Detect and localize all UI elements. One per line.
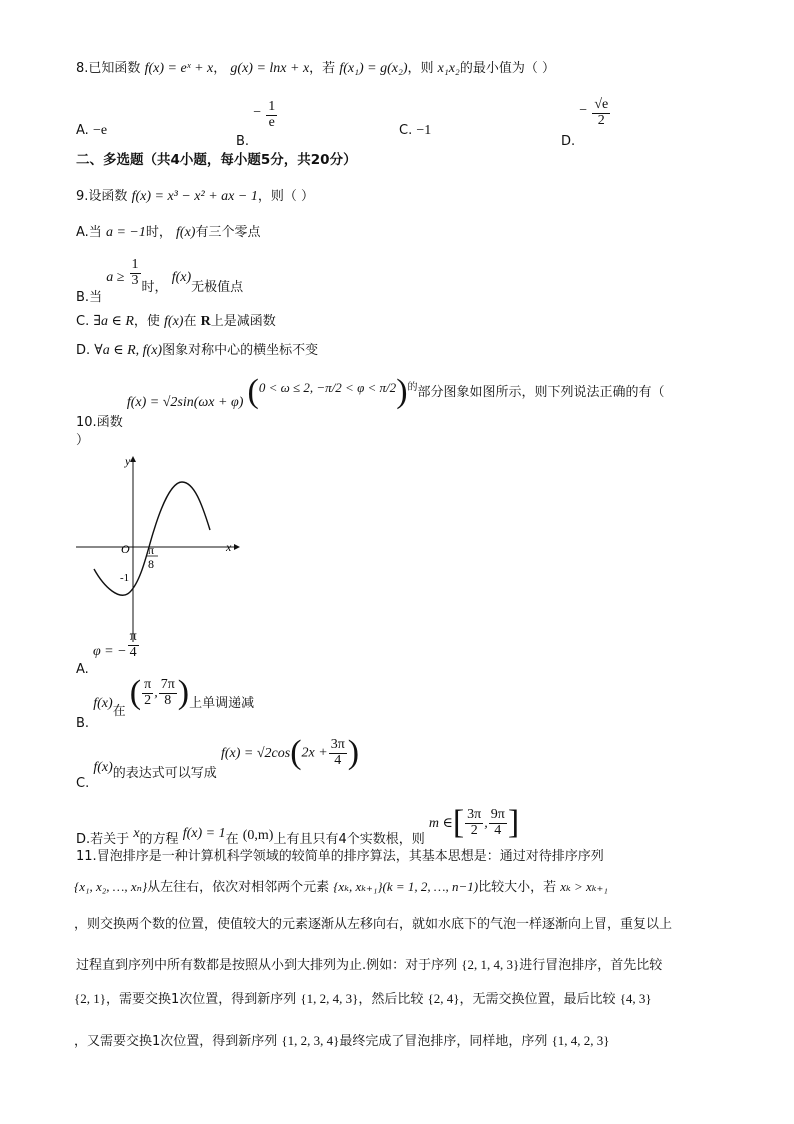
q8-option-c: C. −1	[399, 123, 432, 138]
q8-option-b: B. − $\frac{1}{e}$	[236, 99, 276, 149]
q10-option-d: D.若关于 x的方程 f(x) = 1在 (0,m)上有且只有4个实数根，则 m ∈[ $\frac{3\pi}{2}$ , $\frac{9\pi}{4}$ ]	[76, 804, 520, 847]
q10-function-graph	[70, 452, 250, 648]
question-11-line-5: {2, 1}，需要交换1次位置，得到新序列 {1, 2, 4, 3}，然后比较 {2, 4}，无需交换位置，最后比较 {4, 3}	[74, 991, 652, 1007]
y-tick-label: -1	[120, 572, 130, 584]
q10-option-c: C. f(x)的表达式可以写成 f(x) = √2cos(2x + $\frac{3\pi}{4}$ )	[76, 734, 360, 791]
x-tick-den: 8	[148, 557, 154, 571]
q10-option-a: A. φ = − $\frac{\pi}{4}$	[76, 629, 137, 677]
q8-option-b-fraction: $\frac{1}{e}$	[268, 99, 276, 130]
question-10-stem: 10.函数 f(x) = √2sin(ωx + φ) (0 < ω ≤ 2, −π/2 < φ < π/2)$^的$部分图象如图所示，则下列说法正确的有（	[76, 373, 665, 430]
q8-option-d: D. − $\frac{√e}{2}$	[561, 97, 609, 149]
x-axis-arrow	[234, 544, 240, 550]
q9-option-d: D. ∀a ∈ R, f(x)图象对称中心的横坐标不变	[76, 343, 319, 358]
q9-option-b: B.当 a ≥ $\frac{1}{3}$ 时， f(x)无极值点	[76, 257, 244, 305]
y-axis-label: y	[125, 454, 131, 468]
question-11-line-2: {x₁, x₂, …, xₙ}从左往右，依次对相邻两个元素 {xₖ, xₖ₊₁}(k = 1, 2, …, n−1)比较大小，若 xₖ > xₖ₊₁	[74, 879, 608, 895]
question-10-stem-close: ）	[76, 433, 90, 448]
sine-curve	[94, 482, 210, 595]
section-2-title: 二、多选题（共4小题，每小题5分，共20分）	[76, 152, 357, 168]
q8-option-d-fraction: $\frac{√e}{2}$	[594, 97, 609, 128]
question-8-stem: 8.已知函数 f(x) = eˣ + x， g(x) = lnx + x，若 f(x₁) = g(x₂)，则 x₁x₂的最小值为（ ）	[76, 61, 555, 76]
x-axis-label: x	[226, 540, 232, 554]
q10-option-b: B. f(x)在 ( $\frac{\pi}{2}$ , $\frac{7\pi}{8}$ )上单调递减	[76, 674, 255, 731]
y-axis-arrow	[130, 456, 136, 462]
question-9-stem: 9.设函数 f(x) = x³ − x² + ax − 1，则（ ）	[76, 189, 314, 204]
question-11-line-3: ，则交换两个数的位置，使值较大的元素逐渐从左移向右，就如水底下的气泡一样逐渐向上冒，重复以上	[74, 917, 673, 932]
question-11-line-6: ，又需要交换1次位置，得到新序列 {1, 2, 3, 4}最终完成了冒泡排序，同样地，序列 {1, 4, 2, 3}	[74, 1033, 610, 1049]
question-11-line-1: 11.冒泡排序是一种计算机科学领域的较简单的排序算法，其基本思想是：通过对待排序序列	[76, 849, 604, 864]
x-tick-num: π	[148, 543, 155, 557]
q8-option-a: A. −e	[76, 123, 108, 138]
question-11-line-4: 过程直到序列中所有数都是按照从小到大排列为止.例如：对于序列 {2, 1, 4, 3}进行冒泡排序，首先比较	[76, 957, 663, 973]
origin-label: O	[121, 542, 130, 556]
q9-option-c: C. ∃a ∈ R，使 f(x)在 R上是减函数	[76, 314, 276, 329]
q9-option-b-fraction: $\frac{1}{3}$	[131, 257, 139, 288]
q9-option-a: A.当 a = −1时， f(x)有三个零点	[76, 225, 261, 240]
q10-option-a-fraction: $\frac{\pi}{4}$	[129, 629, 137, 660]
